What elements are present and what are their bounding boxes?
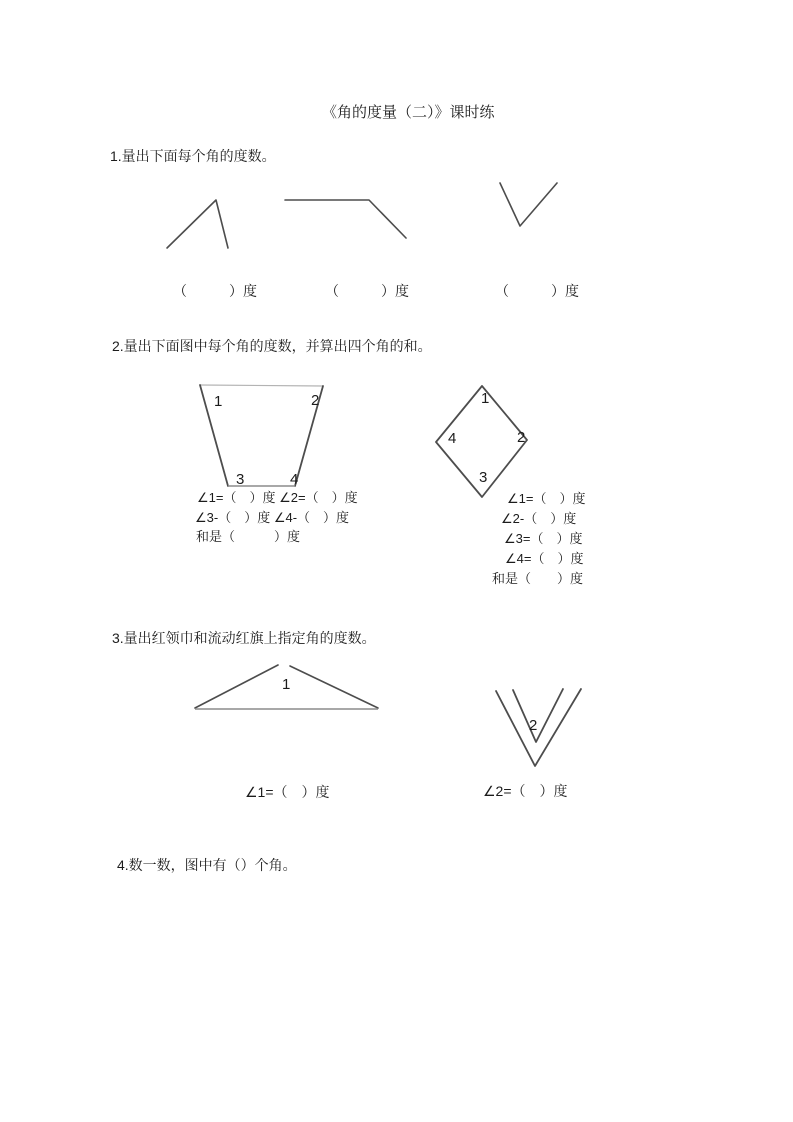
flag-angle-label-2: 2	[529, 717, 538, 734]
trapezoid-answer-line-1: ∠1=（ ）度 ∠2=（ ）度	[197, 490, 358, 505]
trapezoid-corner-label-2: 2	[311, 392, 320, 409]
diamond-answer-line-5: 和是（ ）度	[492, 571, 584, 586]
diamond-corner-label-2: 2	[517, 429, 526, 446]
scarf-angle-label-1: 1	[282, 676, 291, 693]
trapezoid-corner-label-4: 4	[290, 471, 299, 488]
obtuse-angle-figure	[280, 194, 415, 244]
trapezoid-answer-line-2: ∠3-（ ）度 ∠4-（ ）度	[195, 510, 350, 525]
question-1-prompt: 1.量出下面每个角的度数。	[110, 148, 276, 164]
q3-answer-left: ∠1=（ ）度	[245, 784, 330, 800]
question-4-prompt: 4.数一数，图中有（）个角。	[117, 857, 297, 873]
v-angle-figure	[493, 178, 568, 233]
question-3-prompt: 3.量出红领巾和流动红旗上指定角的度数。	[112, 630, 376, 646]
q3-answer-right: ∠2=（ ）度	[483, 783, 568, 799]
red-scarf-triangle-figure	[190, 658, 385, 714]
trapezoid-figure	[195, 380, 330, 492]
q1-answer-blank-2: （ ）度	[325, 283, 409, 299]
diamond-corner-label-3: 3	[479, 469, 488, 486]
diamond-answer-line-1: ∠1=（ ）度	[507, 491, 586, 506]
q1-answer-blank-3: （ ）度	[495, 283, 579, 299]
trapezoid-answer-line-3: 和是（ ）度	[196, 529, 301, 544]
trapezoid-corner-label-1: 1	[214, 393, 223, 410]
diamond-answer-line-4: ∠4=（ ）度	[505, 551, 584, 566]
acute-angle-figure	[160, 193, 240, 255]
page-title: 《角的度量（二）》课时练	[322, 104, 495, 121]
q1-answer-blank-1: （ ）度	[173, 283, 257, 299]
diamond-figure	[430, 380, 535, 505]
pennant-flag-figure	[490, 684, 590, 774]
trapezoid-corner-label-3: 3	[236, 471, 245, 488]
diamond-corner-label-1: 1	[481, 390, 490, 407]
question-2-prompt: 2.量出下面图中每个角的度数，并算出四个角的和。	[112, 338, 432, 354]
diamond-corner-label-4: 4	[448, 430, 457, 447]
diamond-answer-line-2: ∠2-（ ）度	[501, 511, 577, 526]
diamond-answer-line-3: ∠3=（ ）度	[504, 531, 583, 546]
